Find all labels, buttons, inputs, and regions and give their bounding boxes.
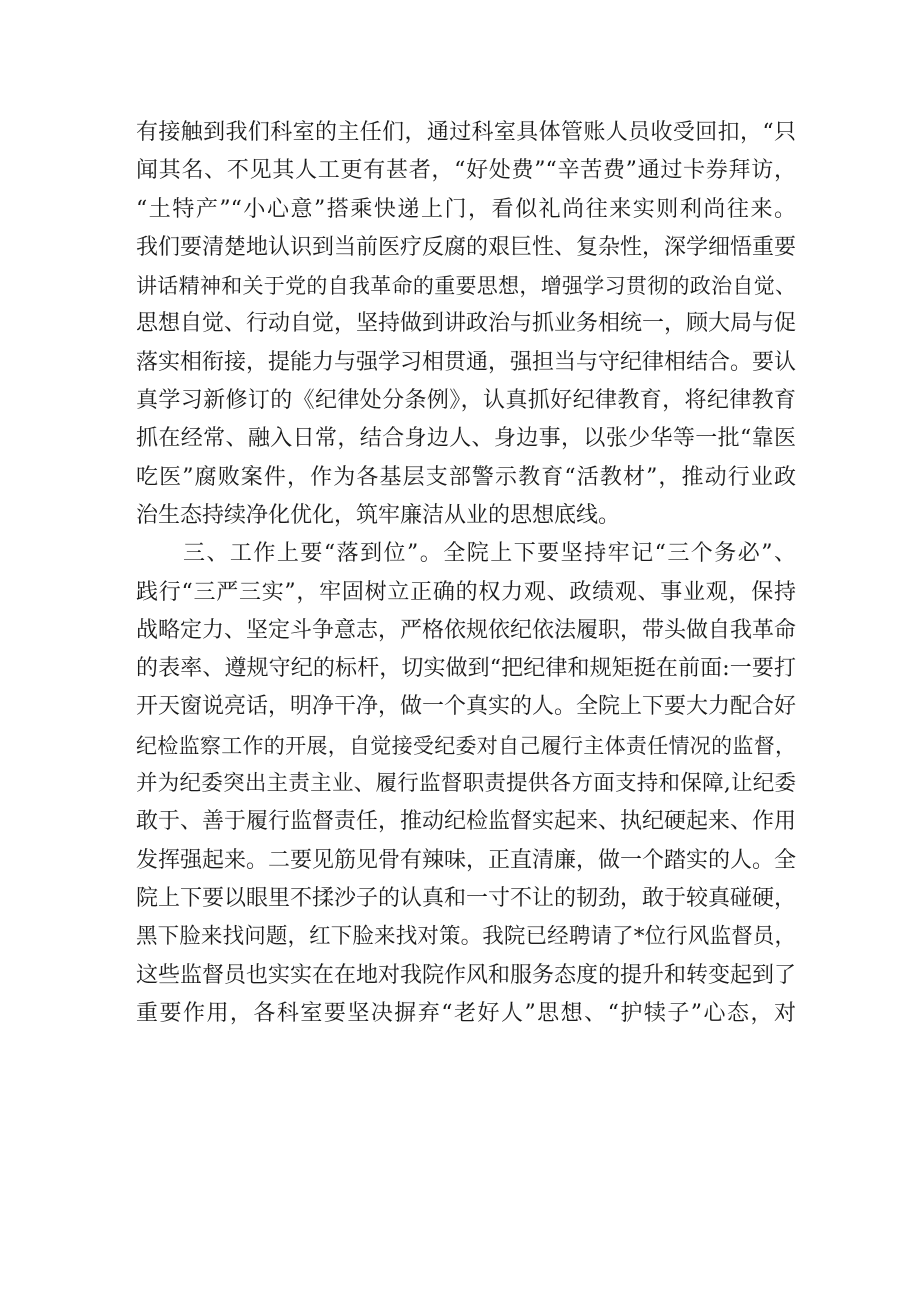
text-line: 真学习新修订的《纪律处分条例》，认真抓好纪律教育，将纪律教育: [136, 388, 796, 414]
text-line: 吃医”腐败案件，作为各基层支部警示教育“活教材”，推动行业政: [136, 464, 796, 490]
text-line: 讲话精神和关于党的自我革命的重要思想，增强学习贯彻的政治自觉、: [136, 274, 796, 299]
text-line: 院上下要以眼里不揉沙子的认真和一寸不让的韧劲，敢于较真碰硬，: [136, 885, 796, 911]
text-line: 我们要清楚地认识到当前医疗反腐的艰巨性、复杂性，深学细悟重要: [136, 234, 796, 260]
text-line: 发挥强起来。二要见筋见骨有辣味，正直清廉，做一个踏实的人。全: [136, 847, 796, 873]
text-line: 有接触到我们科室的主任们，通过科室具体管账人员收受回扣，“只: [136, 120, 796, 145]
text-line: 敢于、善于履行监督责任，推动纪检监督实起来、执纪硬起来、作用: [136, 809, 796, 835]
text-line: 开天窗说亮话，明净干净，做一个真实的人。全院上下要大力配合好: [136, 694, 796, 720]
text-line: 闻其名、不见其人工更有甚者，“好处费”“辛苦费”通过卡券拜访，: [136, 158, 796, 184]
text-line: 纪检监察工作的开展，自觉接受纪委对自己履行主体责任情况的监督，: [136, 733, 796, 758]
text-line: 抓在经常、融入日常，结合身边人、身边事，以张少华等一批“靠医: [136, 426, 796, 452]
text-line: 三、工作上要“落到位”。全院上下要坚持牢记“三个务必”、: [136, 541, 796, 567]
text-line: 战略定力、坚定斗争意志，严格依规依纪依法履职，带头做自我革命: [136, 617, 796, 643]
text-line: “土特产”“小心意”搭乘快递上门，看似礼尚往来实则利尚往来。: [136, 196, 796, 222]
document-body: [136, 114, 796, 1033]
text-line: 的表率、遵规守纪的标杆，切实做到“把纪律和规矩挺在前面:一要打: [136, 656, 796, 682]
text-line: 落实相衔接，提能力与强学习相贯通，强担当与守纪律相结合。要认: [136, 349, 796, 375]
text-line: 重要作用，各科室要坚决摒弃“老好人”思想、“护犊子”心态，对: [136, 1000, 796, 1026]
text-line: 思想自觉、行动自觉，坚持做到讲政治与抓业务相统一，顾大局与促: [136, 311, 796, 337]
text-line: 这些监督员也实实在在地对我院作风和服务态度的提升和转变起到了: [136, 962, 796, 988]
text-line: 治生态持续净化优化，筑牢廉洁从业的思想底线。: [136, 502, 621, 528]
text-line: 并为纪委突出主责主业、履行监督职责提供各方面支持和保障,让纪委: [136, 771, 796, 797]
text-line: 践行“三严三实”，牢固树立正确的权力观、政绩观、事业观，保持: [136, 579, 796, 605]
text-line: 黑下脸来找问题，红下脸来找对策。我院已经聘请了*位行风监督员，: [136, 924, 796, 950]
